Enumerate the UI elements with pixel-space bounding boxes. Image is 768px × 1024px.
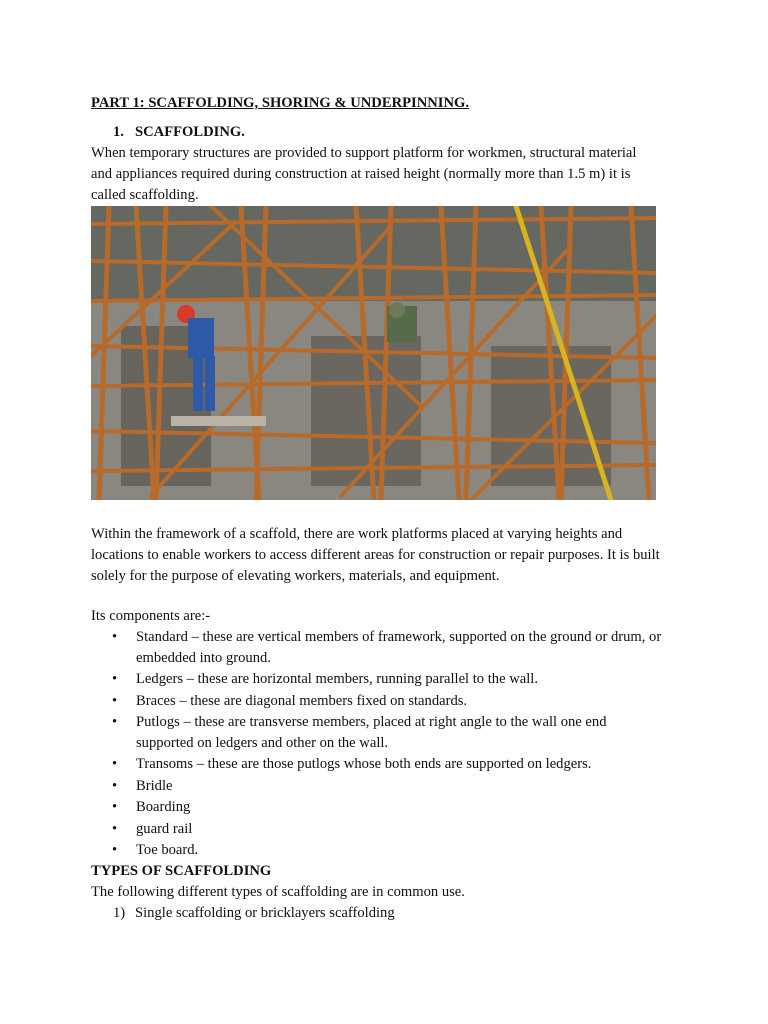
- framework-line-3: solely for the purpose of elevating workers, materials, and equipment.: [91, 568, 500, 584]
- types-intro: The following different types of scaffolding are in common use.: [91, 884, 465, 900]
- worker-leg: [205, 356, 215, 411]
- bullet: •: [112, 778, 118, 794]
- scaffolding-illustration: [91, 206, 656, 500]
- worker-torso: [188, 318, 214, 358]
- list-item: [112, 712, 692, 754]
- list-item-text: Standard – these are vertical members of framework, supported on the ground or drum, or: [136, 629, 662, 645]
- work-platform-board: [171, 416, 266, 426]
- list-item-text: Bridle: [136, 778, 173, 794]
- list-item: [112, 819, 692, 840]
- list-item-text: supported on ledgers and other on the wall.: [136, 735, 389, 751]
- list-item-text: embedded into ground.: [136, 650, 271, 666]
- types-item-label: Single scaffolding or bricklayers scaffolding: [135, 905, 395, 921]
- intro-line-2: and appliances required during construction at raised height (normally more than 1.5 m) it is: [91, 166, 631, 182]
- intro-line-1: When temporary structures are provided to support platform for workmen, structural material: [91, 145, 637, 161]
- list-item: [112, 776, 692, 797]
- bullet: •: [112, 799, 118, 815]
- list-item-text: guard rail: [136, 821, 193, 837]
- bullet: •: [112, 756, 118, 772]
- worker-head: [389, 302, 405, 318]
- second-worker-figure: [387, 302, 417, 342]
- types-item-number: 1): [113, 905, 126, 921]
- scaffolding-photo: [91, 206, 656, 500]
- components-intro: Its components are:-: [91, 608, 211, 624]
- list-item: [112, 797, 692, 818]
- list-item-text: Ledgers – these are horizontal members, running parallel to the wall.: [136, 671, 538, 687]
- list-item: [112, 840, 692, 861]
- types-heading: TYPES OF SCAFFOLDING: [91, 863, 272, 879]
- framework-line-1: Within the framework of a scaffold, there are work platforms placed at varying heights and: [91, 526, 623, 542]
- list-item-text: Toe board.: [136, 842, 199, 858]
- list-item-text: Braces – these are diagonal members fixed on standards.: [136, 693, 468, 709]
- bullet: •: [112, 671, 118, 687]
- list-item-text: Boarding: [136, 799, 191, 815]
- bullet: •: [112, 821, 118, 837]
- list-item: [112, 754, 692, 775]
- worker-leg: [193, 356, 203, 411]
- section-title: SCAFFOLDING.: [135, 124, 245, 140]
- part-heading: PART 1: SCAFFOLDING, SHORING & UNDERPINNING.: [91, 95, 469, 111]
- bullet: •: [112, 629, 118, 645]
- list-item: [112, 691, 692, 712]
- bullet: •: [112, 714, 118, 730]
- bullet: •: [112, 842, 118, 858]
- intro-line-3: called scaffolding.: [91, 187, 199, 203]
- list-item: [112, 669, 692, 690]
- bullet: •: [112, 693, 118, 709]
- list-item-text: Transoms – these are those putlogs whose both ends are supported on ledgers.: [136, 756, 592, 772]
- list-item-text: Putlogs – these are transverse members, placed at right angle to the wall one end: [136, 714, 607, 730]
- list-item: [112, 627, 692, 669]
- section-number: 1.: [113, 124, 124, 140]
- framework-line-2: locations to enable workers to access different areas for construction or repair purposes. It is built: [91, 547, 660, 563]
